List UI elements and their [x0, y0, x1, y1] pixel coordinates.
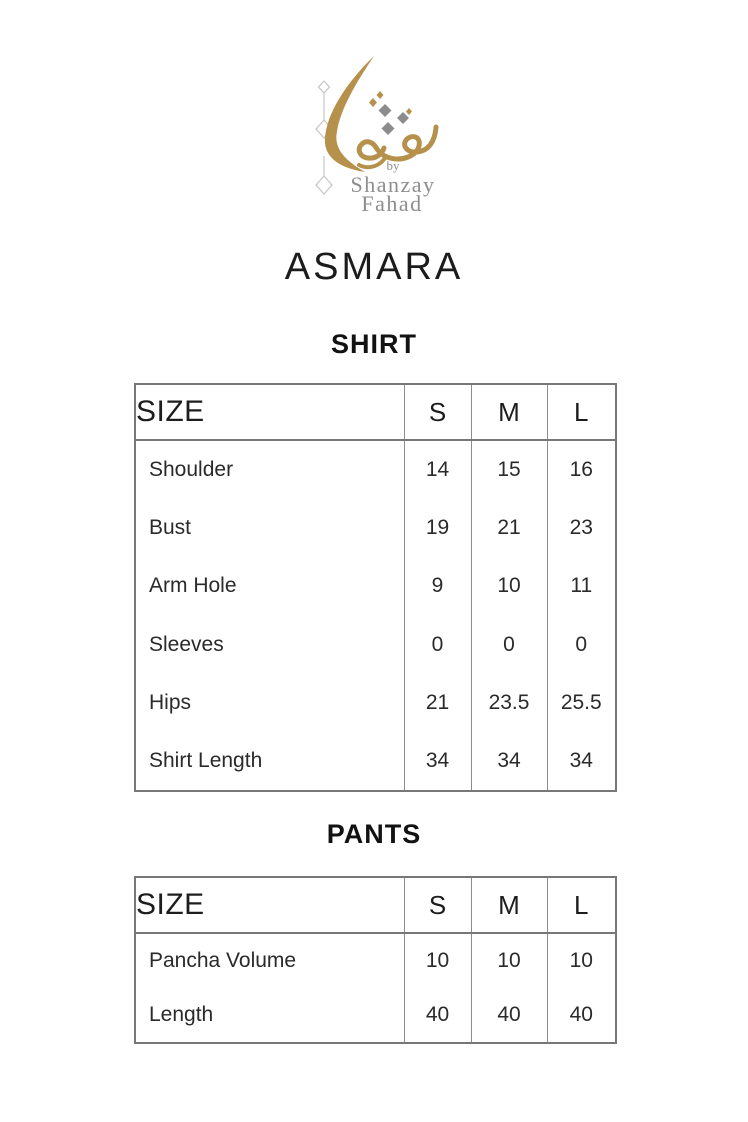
- size-s-header: S: [404, 384, 471, 440]
- measurement-label: Shirt Length: [149, 749, 263, 773]
- measurement-label: Bust: [149, 515, 192, 539]
- calligraphy-swash: [325, 56, 374, 172]
- size-column-header: SIZE: [136, 888, 205, 921]
- measurement-value: 14: [404, 440, 471, 499]
- table-header-row: [135, 877, 616, 933]
- logo-by-label: by: [386, 158, 400, 173]
- measurement-value: 0: [547, 616, 616, 675]
- measurement-value: 40: [404, 988, 471, 1043]
- measurement-value: 10: [404, 933, 471, 988]
- table-row: [135, 733, 616, 792]
- outlined-diamond-icon: [319, 81, 330, 93]
- outlined-diamond-icon: [316, 176, 332, 194]
- measurement-value: 23.5: [471, 674, 547, 733]
- table-header-row: [135, 384, 616, 440]
- measurement-value: 16: [547, 440, 616, 499]
- size-l-header: L: [547, 384, 616, 440]
- logo-brand-last-name: Fahad: [361, 191, 423, 216]
- measurement-label: Arm Hole: [149, 574, 237, 598]
- shirt-section-heading: SHIRT: [331, 329, 417, 359]
- size-column-header: SIZE: [136, 395, 205, 428]
- calligraphy-word: [359, 127, 436, 159]
- measurement-value: 34: [547, 733, 616, 792]
- measurement-label: Pancha Volume: [149, 949, 297, 972]
- brand-logo: [289, 50, 459, 220]
- measurement-value: 34: [404, 733, 471, 792]
- pants-section-heading: PANTS: [326, 819, 422, 849]
- logo-brand-first-name: Shanzay: [350, 172, 436, 197]
- size-m-header: M: [471, 384, 547, 440]
- measurement-value: 40: [471, 988, 547, 1043]
- table-row: [135, 674, 616, 733]
- size-m-header: M: [471, 877, 547, 933]
- measurement-value: 21: [471, 499, 547, 558]
- measurement-value: 0: [404, 616, 471, 675]
- table-row: [135, 499, 616, 558]
- size-s-header: S: [404, 877, 471, 933]
- table-row: [135, 988, 616, 1043]
- table-row: [135, 616, 616, 675]
- measurement-label: Shoulder: [149, 457, 234, 481]
- measurement-value: 10: [471, 933, 547, 988]
- table-row: [135, 557, 616, 616]
- measurement-value: 21: [404, 674, 471, 733]
- measurement-value: 23: [547, 499, 616, 558]
- gray-diamond-icons: [379, 104, 410, 135]
- shirt-size-table: [134, 383, 617, 792]
- pants-size-table: [134, 876, 617, 1044]
- measurement-value: 11: [547, 557, 616, 616]
- measurement-value: 40: [547, 988, 616, 1043]
- measurement-label: Length: [149, 1003, 214, 1026]
- measurement-value: 10: [471, 557, 547, 616]
- measurement-value: 15: [471, 440, 547, 499]
- measurement-value: 19: [404, 499, 471, 558]
- measurement-value: 34: [471, 733, 547, 792]
- measurement-label: Hips: [149, 691, 192, 715]
- table-row: [135, 440, 616, 499]
- measurement-value: 9: [404, 557, 471, 616]
- product-title: ASMARA: [284, 246, 464, 288]
- measurement-value: 25.5: [547, 674, 616, 733]
- measurement-value: 10: [547, 933, 616, 988]
- size-l-header: L: [547, 877, 616, 933]
- measurement-value: 0: [471, 616, 547, 675]
- measurement-label: Sleeves: [149, 632, 224, 656]
- table-row: [135, 933, 616, 988]
